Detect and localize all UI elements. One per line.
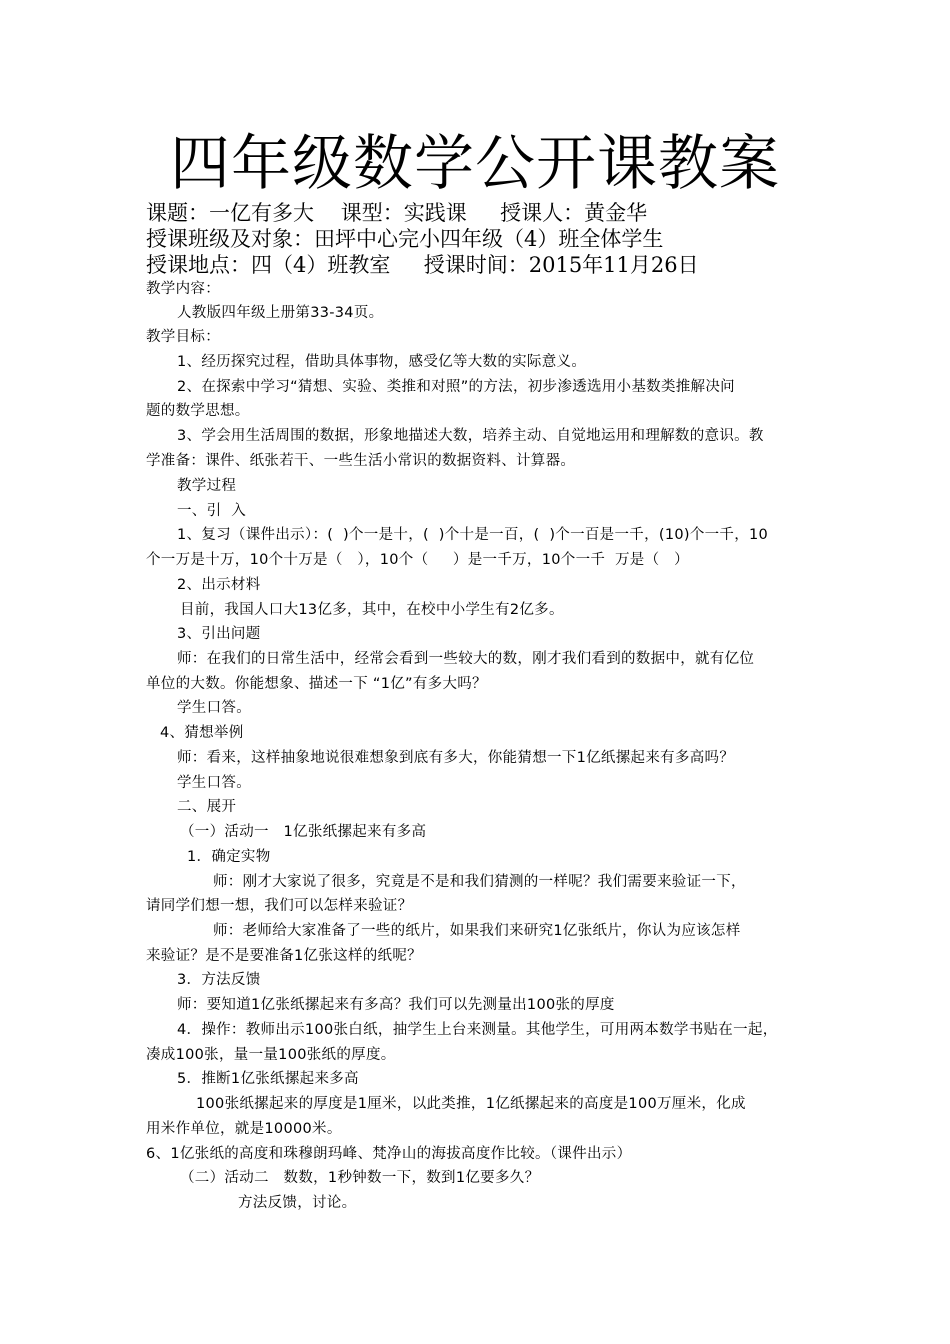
body-line: 1、经历探究过程，借助具体事物，感受亿等大数的实际意义。 (177, 354, 587, 370)
activity-heading: （一）活动一 1亿张纸摞起来有多高 (180, 824, 427, 840)
body-line: 4、猜想举例 (160, 725, 244, 741)
body-line: 个一万是十万，10个十万是（ ），10个（ ）是一千万，10个一千 万是（ ） (146, 552, 689, 568)
header-location-line: 授课地点：四（4）班教室 授课时间：2015年11月26日 (146, 253, 699, 277)
body-line: 请同学们想一想，我们可以怎样来验证？ (146, 898, 413, 914)
body-line: 师：老师给大家准备了一些的纸片，如果我们来研究1亿张纸片，你认为应该怎样 (213, 923, 741, 939)
section-heading-content: 教学内容： (146, 281, 220, 297)
section-heading-intro: 一、引 入 (177, 503, 247, 519)
body-line: 目前，我国人口大13亿多，其中，在校中小学生有2亿多。 (180, 602, 564, 618)
body-line: 1、复习（课件出示）：( )个一是十，( )个十是一百，( )个一百是一千，(10)个一千，10 (177, 527, 769, 543)
body-line: 师：看来，这样抽象地说很难想象到底有多大，你能猜想一下1亿纸摞起来有多高吗？ (177, 750, 735, 766)
body-line: 来验证？是不是要准备1亿张这样的纸呢？ (146, 948, 422, 964)
section-heading-process: 教学过程 (177, 478, 237, 494)
page-title: 四年级数学公开课教案 (170, 129, 780, 199)
header-topic-line: 课题：一亿有多大 课型：实践课 授课人：黄金华 (146, 201, 648, 225)
body-line: 6、1亿张纸的高度和珠穆朗玛峰、梵净山的海拔高度作比较。（课件出示） (146, 1146, 632, 1162)
body-line: 方法反馈，讨论。 (238, 1195, 357, 1211)
section-heading-objectives: 教学目标： (146, 329, 220, 345)
body-line: 题的数学思想。 (146, 403, 250, 419)
header-class-line: 授课班级及对象：田坪中心完小四年级（4）班全体学生 (146, 227, 664, 251)
body-line: 单位的大数。你能想象、描述一下 “1亿”有多大吗？ (146, 676, 487, 692)
body-line: 1．确定实物 (187, 849, 271, 865)
body-line: 4．操作：教师出示100张白纸，抽学生上台来测量。其他学生，可用两本数学书贴在一起， (177, 1022, 778, 1038)
body-line: 人教版四年级上册第33-34页。 (177, 305, 384, 321)
body-line: 学准备：课件、纸张若干、一些生活小常识的数据资料、计算器。 (146, 453, 576, 469)
body-line: 3、学会用生活周围的数据，形象地描述大数，培养主动、自觉地运用和理解数的意识。教 (177, 428, 764, 444)
body-line: 100张纸摞起来的厚度是1厘米，以此类推，1亿纸摞起来的高度是100万厘米，化成 (196, 1096, 746, 1112)
body-line: 师：在我们的日常生活中，经常会看到一些较大的数，刚才我们看到的数据中，就有亿位 (177, 651, 755, 667)
body-line: 学生口答。 (177, 775, 251, 791)
section-heading-expand: 二、展开 (177, 799, 237, 815)
body-line: 3、引出问题 (177, 626, 261, 642)
body-line: 学生口答。 (177, 700, 251, 716)
body-line: 师：刚才大家说了很多，究竟是不是和我们猜测的一样呢？我们需要来验证一下， (213, 874, 746, 890)
body-line: 师：要知道1亿张纸摞起来有多高？我们可以先测量出100张的厚度 (177, 997, 615, 1013)
body-line: 凑成100张，量一量100张纸的厚度。 (146, 1047, 396, 1063)
body-line: 2、在探索中学习“猜想、实验、类推和对照”的方法，初步渗透选用小基数类推解决问 (177, 379, 735, 395)
body-line: 5．推断1亿张纸摞起来多高 (177, 1071, 359, 1087)
body-line: 2、出示材料 (177, 577, 261, 593)
body-line: 3．方法反馈 (177, 972, 261, 988)
body-line: 用米作单位，就是10000米。 (146, 1121, 342, 1137)
activity-heading: （二）活动二 数数，1秒钟数一下，数到1亿要多久？ (180, 1170, 540, 1186)
